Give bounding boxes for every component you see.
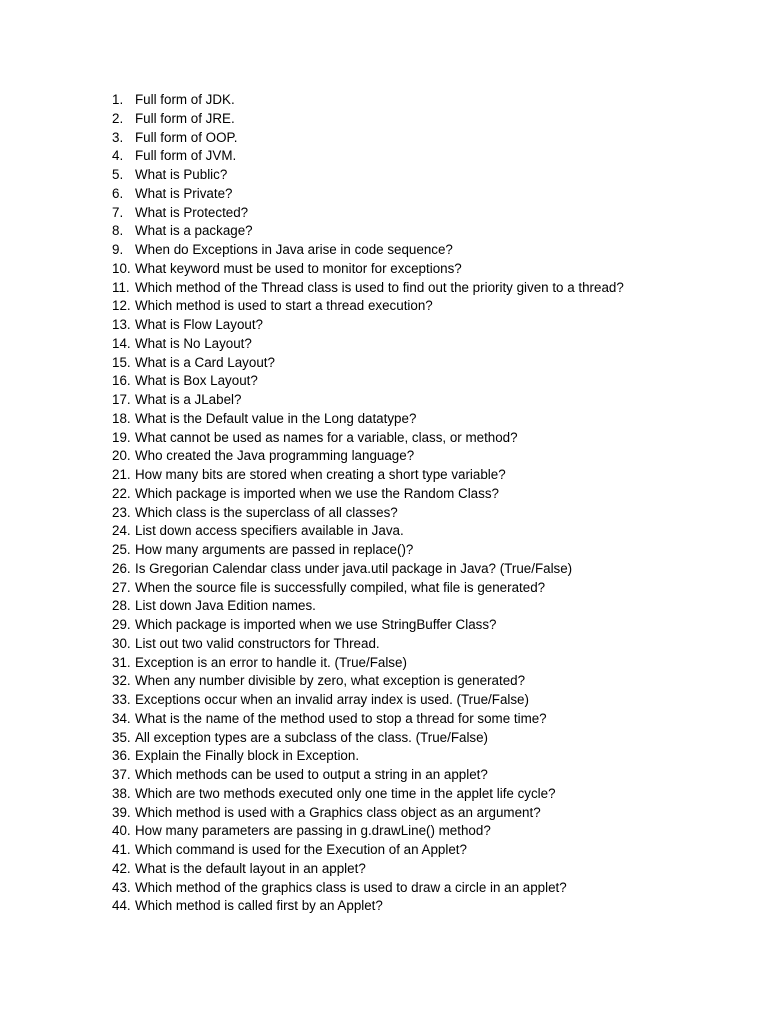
question-number: 36. [112, 748, 131, 764]
question-text: Exception is an error to handle it. (True/False) [135, 654, 407, 670]
question-item [112, 729, 624, 748]
question-number: 13. [112, 317, 131, 332]
question-text: Is Gregorian Calendar class under java.util package in Java? (True/False) [135, 560, 573, 576]
question-number: 4. [112, 148, 124, 164]
question-number: 25. [112, 542, 131, 557]
question-item [112, 766, 624, 785]
question-text: Exceptions occur when an invalid array index is used. (True/False) [135, 692, 529, 707]
question-item [112, 616, 624, 635]
question-number: 6. [112, 185, 124, 201]
question-text: Which methods can be used to output a string in an applet? [135, 767, 488, 782]
question-text: What is Flow Layout? [135, 317, 264, 332]
question-text: Full form of OOP. [135, 129, 238, 145]
question-number: 42. [112, 860, 131, 876]
question-number: 10. [112, 260, 131, 276]
question-text: All exception types are a subclass of the class. (True/False) [135, 729, 489, 745]
question-text: Full form of JDK. [135, 92, 235, 107]
question-number: 41. [112, 842, 131, 857]
question-item [112, 129, 624, 148]
question-number: 26. [112, 560, 131, 576]
question-number: 17. [112, 392, 131, 407]
question-text: List down access specifiers available in Java. [135, 523, 404, 539]
question-item [112, 260, 624, 279]
question-item [112, 710, 624, 729]
question-item [112, 110, 624, 129]
question-number: 33. [112, 692, 131, 707]
question-item [112, 466, 624, 485]
question-item [112, 241, 624, 260]
question-item [112, 429, 624, 448]
question-item [112, 185, 624, 204]
question-text: What is Protected? [135, 204, 249, 220]
question-number: 31. [112, 654, 131, 670]
question-item [112, 747, 624, 766]
question-text: Explain the Finally block in Exception. [135, 748, 360, 764]
question-number: 34. [112, 710, 131, 726]
question-number: 7. [112, 204, 124, 220]
question-number: 29. [112, 617, 131, 632]
question-item [112, 785, 624, 804]
question-number: 40. [112, 823, 131, 839]
question-number: 28. [112, 598, 131, 614]
question-number: 20. [112, 448, 131, 464]
question-number: 19. [112, 429, 131, 445]
question-item [112, 841, 624, 860]
question-text: Which method of the Thread class is used to find out the priority given to a thread? [135, 279, 624, 295]
question-text: What is a Card Layout? [135, 354, 275, 370]
question-text: List out two valid constructors for Thread. [135, 635, 380, 651]
question-text: What is Box Layout? [135, 373, 258, 389]
question-item [112, 447, 624, 466]
question-text: What cannot be used as names for a variable, class, or method? [135, 429, 518, 445]
question-item [112, 541, 624, 560]
question-item [112, 279, 624, 298]
question-text: How many bits are stored when creating a short type variable? [135, 467, 506, 482]
question-number: 37. [112, 767, 131, 782]
question-text: How many parameters are passing in g.drawLine() method? [135, 823, 491, 839]
question-text: What is No Layout? [135, 335, 252, 351]
question-text: Which command is used for the Execution of an Applet? [135, 842, 467, 857]
question-item [112, 860, 624, 879]
question-number: 32. [112, 673, 131, 689]
question-item [112, 822, 624, 841]
question-text: Which are two methods executed only one time in the applet life cycle? [135, 785, 556, 801]
question-item [112, 166, 624, 185]
question-text: What is the Default value in the Long datatype? [135, 410, 417, 426]
question-item [112, 297, 624, 316]
question-text: Full form of JRE. [135, 110, 235, 126]
question-item [112, 91, 624, 110]
question-number: 1. [112, 92, 124, 107]
question-number: 2. [112, 110, 124, 126]
question-number: 43. [112, 879, 131, 895]
question-number: 23. [112, 504, 131, 520]
question-number: 3. [112, 129, 124, 145]
question-number: 15. [112, 354, 131, 370]
question-item [112, 410, 624, 429]
question-text: Which package is imported when we use the Random Class? [135, 485, 499, 501]
question-number: 30. [112, 635, 131, 651]
question-item [112, 597, 624, 616]
question-number: 44. [112, 898, 131, 914]
question-item [112, 316, 624, 335]
question-item [112, 222, 624, 241]
question-text: Which class is the superclass of all classes? [135, 504, 398, 520]
question-item [112, 335, 624, 354]
question-text: What is Private? [135, 185, 233, 201]
question-number: 24. [112, 523, 131, 539]
question-text: Who created the Java programming language? [135, 448, 415, 464]
question-item [112, 147, 624, 166]
question-list [112, 91, 624, 916]
question-text: What keyword must be used to monitor for exceptions? [135, 260, 462, 276]
question-text: What is the name of the method used to stop a thread for some time? [135, 710, 547, 726]
question-text: Which package is imported when we use StringBuffer Class? [135, 617, 497, 632]
question-text: Which method of the graphics class is used to draw a circle in an applet? [135, 879, 567, 895]
question-item [112, 560, 624, 579]
question-text: What is Public? [135, 167, 228, 182]
question-item [112, 691, 624, 710]
question-number: 22. [112, 485, 131, 501]
question-number: 14. [112, 335, 131, 351]
question-item [112, 372, 624, 391]
question-item [112, 504, 624, 523]
question-text: What is a JLabel? [135, 392, 242, 407]
question-item [112, 204, 624, 223]
question-number: 5. [112, 167, 124, 182]
question-text: Which method is used to start a thread execution? [135, 298, 433, 314]
question-item [112, 579, 624, 598]
question-number: 27. [112, 579, 131, 595]
question-text: When any number divisible by zero, what exception is generated? [135, 673, 526, 689]
question-item [112, 391, 624, 410]
question-item [112, 672, 624, 691]
question-number: 11. [112, 279, 130, 295]
question-text: Which method is used with a Graphics class object as an argument? [135, 804, 541, 820]
question-item [112, 897, 624, 916]
question-text: List down Java Edition names. [135, 598, 316, 614]
question-item [112, 354, 624, 373]
question-number: 38. [112, 785, 131, 801]
question-item [112, 879, 624, 898]
question-text: Full form of JVM. [135, 148, 237, 164]
question-number: 9. [112, 242, 124, 257]
question-number: 18. [112, 410, 131, 426]
question-text: When do Exceptions in Java arise in code sequence? [135, 242, 453, 257]
question-text: What is the default layout in an applet? [135, 860, 366, 876]
question-item [112, 654, 624, 673]
question-number: 16. [112, 373, 131, 389]
question-number: 12. [112, 298, 131, 314]
question-text: How many arguments are passed in replace()? [135, 542, 414, 557]
question-number: 8. [112, 223, 124, 239]
question-item [112, 635, 624, 654]
question-text: What is a package? [135, 223, 253, 239]
question-text: Which method is called first by an Applet? [135, 898, 383, 914]
question-number: 39. [112, 804, 131, 820]
question-item [112, 522, 624, 541]
question-item [112, 485, 624, 504]
question-item [112, 804, 624, 823]
question-number: 35. [112, 729, 131, 745]
question-text: When the source file is successfully compiled, what file is generated? [135, 579, 546, 595]
question-number: 21. [112, 467, 131, 482]
